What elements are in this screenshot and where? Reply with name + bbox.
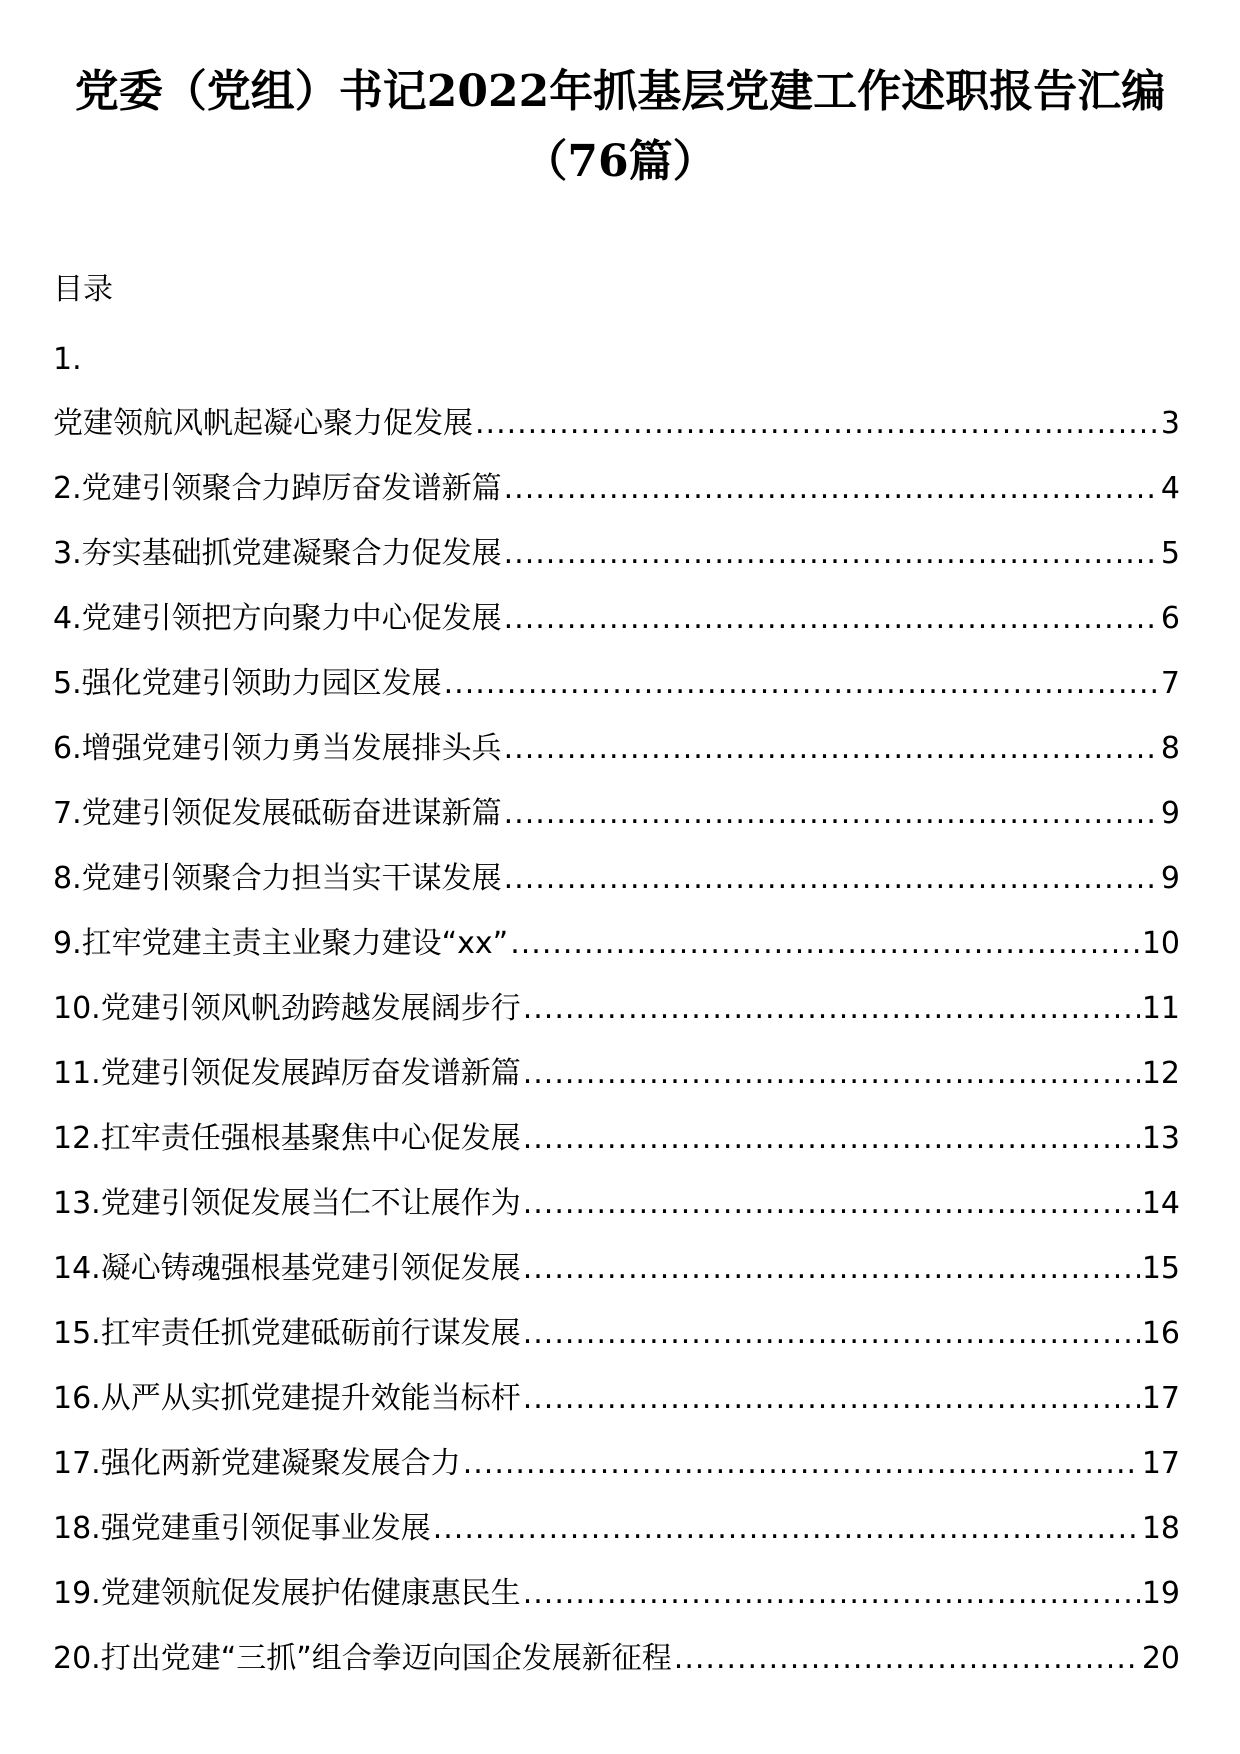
toc-entry[interactable] bbox=[53, 1052, 1180, 1117]
toc-entry-title: 16.从严从实抓党建提升效能当标杆 bbox=[53, 1381, 521, 1416]
toc-entry-title: 8.党建引领聚合力担当实干谋发展 bbox=[53, 861, 502, 896]
toc-entry[interactable] bbox=[53, 1117, 1180, 1182]
toc-dot-leader bbox=[504, 857, 1159, 901]
toc-entry[interactable] bbox=[53, 467, 1180, 532]
toc-dot-leader bbox=[504, 727, 1159, 771]
toc-entry[interactable] bbox=[53, 402, 1180, 467]
toc-entry-page-number: 13 bbox=[1141, 1121, 1180, 1156]
toc-dot-leader bbox=[504, 792, 1159, 836]
table-of-contents bbox=[53, 338, 1180, 1702]
toc-entry-page-number: 9 bbox=[1160, 796, 1180, 831]
toc-entry-title: 3.夯实基础抓党建凝聚合力促发展 bbox=[53, 536, 502, 571]
toc-dot-leader bbox=[475, 402, 1159, 446]
toc-entry-page-number: 16 bbox=[1141, 1316, 1180, 1351]
toc-entry-page-number: 15 bbox=[1141, 1251, 1180, 1286]
toc-entry-page-number: 18 bbox=[1141, 1511, 1180, 1546]
toc-dot-leader bbox=[510, 922, 1140, 966]
toc-entry-title: 5.强化党建引领助力园区发展 bbox=[53, 666, 442, 701]
toc-entry-title: 13.党建引领促发展当仁不让展作为 bbox=[53, 1186, 521, 1221]
toc-entry[interactable] bbox=[53, 1572, 1180, 1637]
toc-entry[interactable] bbox=[53, 1247, 1180, 1312]
toc-dot-leader bbox=[674, 1637, 1140, 1681]
toc-entry-title: 19.党建领航促发展护佑健康惠民生 bbox=[53, 1576, 521, 1611]
toc-entry-title: 12.扛牢责任强根基聚焦中心促发展 bbox=[53, 1121, 521, 1156]
toc-dot-leader bbox=[523, 1247, 1140, 1291]
toc-entry[interactable] bbox=[53, 987, 1180, 1052]
toc-entry-page-number: 6 bbox=[1160, 601, 1180, 636]
toc-entry-page-number: 19 bbox=[1141, 1576, 1180, 1611]
toc-dot-leader bbox=[504, 597, 1159, 641]
document-title-line-1: 党委（党组）书记2022年抓基层党建工作述职报告汇编 bbox=[74, 66, 1166, 117]
toc-entry-page-number: 3 bbox=[1160, 406, 1180, 441]
toc-dot-leader bbox=[523, 987, 1140, 1031]
toc-dot-leader bbox=[523, 1312, 1140, 1356]
toc-entry[interactable] bbox=[53, 792, 1180, 857]
toc-entry[interactable] bbox=[53, 662, 1180, 727]
toc-entry-page-number: 12 bbox=[1141, 1056, 1180, 1091]
toc-entry-title: 11.党建引领促发展踔厉奋发谱新篇 bbox=[53, 1056, 521, 1091]
toc-entry[interactable] bbox=[53, 532, 1180, 597]
toc-heading: 目录 bbox=[53, 272, 113, 307]
toc-entry[interactable] bbox=[53, 1182, 1180, 1247]
toc-dot-leader bbox=[504, 467, 1159, 511]
toc-entry-page-number: 8 bbox=[1160, 731, 1180, 766]
toc-entry-title: 6.增强党建引领力勇当发展排头兵 bbox=[53, 731, 502, 766]
toc-entry-page-number: 7 bbox=[1160, 666, 1180, 701]
toc-dot-leader bbox=[523, 1052, 1140, 1096]
toc-entry-page-number: 11 bbox=[1141, 991, 1180, 1026]
toc-first-number: 1. bbox=[53, 342, 82, 377]
toc-entry-title: 15.扛牢责任抓党建砥砺前行谋发展 bbox=[53, 1316, 521, 1351]
toc-entry-title: 4.党建引领把方向聚力中心促发展 bbox=[53, 601, 502, 636]
toc-dot-leader bbox=[433, 1507, 1140, 1551]
toc-entry-title: 7.党建引领促发展砥砺奋进谋新篇 bbox=[53, 796, 502, 831]
toc-entry-page-number: 9 bbox=[1160, 861, 1180, 896]
toc-entry-title: 党建领航风帆起凝心聚力促发展 bbox=[53, 406, 473, 441]
toc-entry-page-number: 17 bbox=[1141, 1381, 1180, 1416]
toc-dot-leader bbox=[523, 1572, 1140, 1616]
toc-entry[interactable] bbox=[53, 1312, 1180, 1377]
toc-entry-page-number: 14 bbox=[1141, 1186, 1180, 1221]
toc-dot-leader bbox=[463, 1442, 1140, 1486]
toc-dot-leader bbox=[523, 1182, 1140, 1226]
toc-entry-page-number: 17 bbox=[1141, 1446, 1180, 1481]
toc-entry-title: 17.强化两新党建凝聚发展合力 bbox=[53, 1446, 461, 1481]
toc-dot-leader bbox=[504, 532, 1159, 576]
toc-entry-title: 14.凝心铸魂强根基党建引领促发展 bbox=[53, 1251, 521, 1286]
toc-entry-title: 18.强党建重引领促事业发展 bbox=[53, 1511, 431, 1546]
toc-entry[interactable] bbox=[53, 922, 1180, 987]
toc-entry[interactable] bbox=[53, 1507, 1180, 1572]
document-title-line-2: （76篇） bbox=[523, 136, 717, 187]
toc-dot-leader bbox=[444, 662, 1159, 706]
toc-entry-title: 9.扛牢党建主责主业聚力建设“xx” bbox=[53, 926, 509, 961]
toc-entry-page-number: 20 bbox=[1141, 1641, 1180, 1676]
toc-entry-page-number: 10 bbox=[1141, 926, 1180, 961]
toc-entry[interactable] bbox=[53, 597, 1180, 662]
toc-entry[interactable] bbox=[53, 857, 1180, 922]
toc-entry[interactable] bbox=[53, 1637, 1180, 1702]
toc-dot-leader bbox=[523, 1117, 1140, 1161]
toc-entry[interactable] bbox=[53, 1442, 1180, 1507]
toc-entry[interactable] bbox=[53, 727, 1180, 792]
toc-entry-page-number: 4 bbox=[1160, 471, 1180, 506]
toc-dot-leader bbox=[523, 1377, 1140, 1421]
toc-entry-title: 20.打出党建“三抓”组合拳迈向国企发展新征程 bbox=[53, 1641, 672, 1676]
toc-entry-title: 2.党建引领聚合力踔厉奋发谱新篇 bbox=[53, 471, 502, 506]
toc-entry[interactable] bbox=[53, 1377, 1180, 1442]
toc-entry-page-number: 5 bbox=[1160, 536, 1180, 571]
toc-entry-title: 10.党建引领风帆劲跨越发展阔步行 bbox=[53, 991, 521, 1026]
